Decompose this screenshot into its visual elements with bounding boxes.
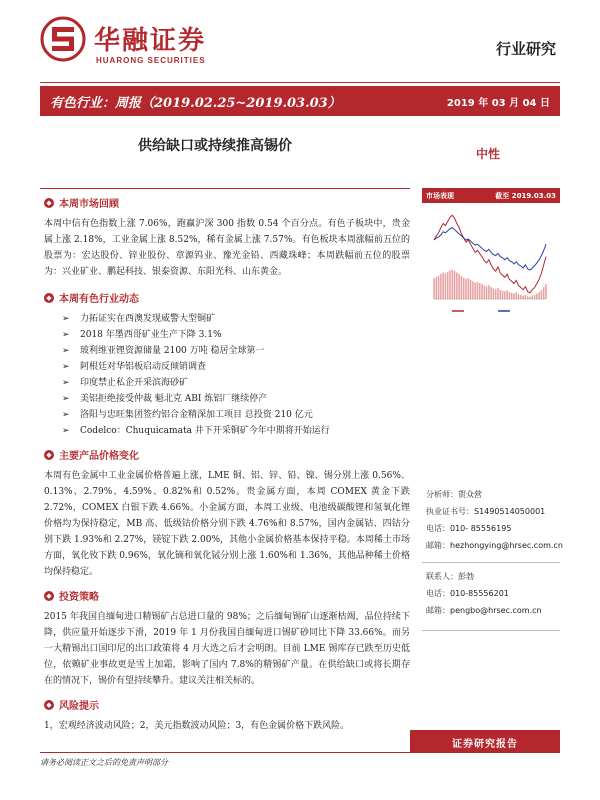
volume-bar <box>438 276 440 299</box>
sidebar <box>422 188 560 318</box>
volume-bar <box>509 292 511 299</box>
contact-row: 联系人：彭勃 <box>426 572 474 581</box>
section-title: 本周有色行业动态 <box>59 294 139 305</box>
volume-bar <box>433 278 435 299</box>
volume-bar <box>499 290 501 299</box>
volume-bar <box>483 286 485 299</box>
volume-bar <box>504 291 506 299</box>
footer-divider <box>40 752 560 753</box>
volume-bar <box>465 279 467 299</box>
section-header-industry-news <box>40 290 410 305</box>
section-bullet-icon: ◆ <box>44 293 54 303</box>
volume-bar <box>527 296 529 299</box>
chart-plot <box>422 203 560 317</box>
section-header-price-change <box>40 447 410 462</box>
list-item: ➢ 2018 年墨西哥矿业生产下降 3.1% <box>62 327 410 343</box>
volume-bar <box>493 289 495 300</box>
arrow-icon: ➢ <box>62 346 70 356</box>
report-type: 行业研究 <box>495 40 556 58</box>
volume-bar <box>495 289 497 299</box>
volume-bar <box>445 273 447 299</box>
price-change-text: 本周有色金属中工业金属价格普遍上涨，LME 铜、铝、锌、铅、镍、锡分别上涨 0.56%、0.13%、2.79%、4.59%、0.82%和 0.52%。贵金属方面，本周 COMEX 黄金下跌 2.72%，COMEX 白银下跌 4.66%。小金属方面，本周工业级、电池级碳酸锂和氢氧化锂价格均为保持稳定，MB 高、低级钴价格分别下跌 4.76%和 8.57%，国内金属钴、四钴分别下跌 1.93%和 2.27%，镁锭下跌 2.00%，其他小金属价格基本保持平稳。本周稀土市场方面，氧化钕下跌 0.96%，氧化镝和氧化铽分别上涨 1.60%和 1.36%，其他品种稀土价格均保持稳定。 <box>44 471 410 577</box>
contact-divider <box>422 630 560 631</box>
main-content <box>40 188 410 748</box>
volume-bar <box>525 295 527 299</box>
list-item: ➢ 印度禁止私企开采滨海砂矿 <box>62 375 410 391</box>
volume-bar <box>529 297 531 299</box>
arrow-icon: ➢ <box>62 378 70 388</box>
volume-bar <box>490 287 492 299</box>
volume-bar <box>477 282 479 299</box>
section-bullet-icon: ◆ <box>44 700 54 710</box>
arrow-icon: ➢ <box>62 410 70 420</box>
list-item: ➢ 力拓证实在西澳发现威警大型铜矿 <box>62 311 410 327</box>
volume-bar <box>520 295 522 299</box>
section-title: 主要产品价格变化 <box>59 451 139 462</box>
section-header-market-review <box>40 195 410 210</box>
volume-bar <box>449 270 451 299</box>
arrow-icon: ➢ <box>62 394 70 404</box>
volume-bar <box>522 296 524 299</box>
arrow-icon: ➢ <box>62 314 70 324</box>
volume-bar <box>451 270 453 299</box>
page-header <box>0 0 600 86</box>
market-performance-chart <box>422 188 560 318</box>
list-item: ➢ 美铝拒绝接受仲裁 魁北克 ABI 炼铝厂继续停产 <box>62 391 410 407</box>
brand-name-cn: 华融证券 <box>94 26 207 56</box>
section-header-risk <box>40 697 410 712</box>
volume-bar <box>518 294 520 299</box>
footer-badge <box>410 730 560 752</box>
header-divider <box>40 82 560 83</box>
volume-bar <box>481 284 483 299</box>
volume-bar <box>515 292 517 299</box>
volume-bar <box>458 274 460 299</box>
volume-bar <box>545 284 547 299</box>
analyst-row: 分析师：贺众营 <box>426 490 482 499</box>
section-header-strategy <box>40 588 410 603</box>
footer-badge-text: 证券研究报告 <box>452 739 518 750</box>
volume-bar <box>463 278 465 299</box>
volume-bar <box>497 288 499 299</box>
arrow-icon: ➢ <box>62 362 70 372</box>
brand-name-en: HUARONG SECURITIES <box>96 56 206 65</box>
contact-info <box>426 570 542 617</box>
volume-bar <box>531 296 533 299</box>
report-series-title: 有色行业：周报（2019.02.25~2019.03.03） <box>50 96 341 111</box>
volume-bar <box>456 273 458 299</box>
arrow-icon: ➢ <box>62 330 70 340</box>
volume-bar <box>513 294 515 299</box>
section-bullet-icon: ◆ <box>44 591 54 601</box>
volume-bar <box>447 272 449 299</box>
industry-news-list <box>40 311 410 439</box>
volume-bar <box>467 278 469 299</box>
volume-bar <box>538 292 540 299</box>
contact-phone-row: 电话：010-85556201 <box>426 589 509 598</box>
chart-header-label: 市场表现 <box>426 192 454 200</box>
list-item: ➢ 洛阳与忠旺集团签约铝合金精深加工项目 总投资 210 亿元 <box>62 407 410 423</box>
volume-bar <box>486 286 488 299</box>
page-title: 供给缺口或持续推高锡价 <box>138 138 292 154</box>
volume-bar <box>435 277 437 299</box>
title-bar <box>40 86 560 116</box>
risk-text: 1，宏观经济波动风险；2，美元指数波动风险；3，有色金属价格下跌风险。 <box>44 721 350 731</box>
volume-bar <box>534 295 536 299</box>
section-bullet-icon: ◆ <box>44 198 54 208</box>
analyst-info <box>426 488 563 552</box>
volume-bar <box>506 290 508 299</box>
volume-bar <box>472 281 474 299</box>
section-title: 投资策略 <box>59 592 99 603</box>
volume-bar <box>511 293 513 299</box>
section-title: 本周市场回顾 <box>59 199 119 210</box>
chart-header <box>422 189 560 203</box>
chart-header-date: 截至 2019.03.03 <box>495 192 556 200</box>
cert-row: 执业证书号：S1490514050001 <box>426 507 546 516</box>
section-bullet-icon: ◆ <box>44 450 54 460</box>
volume-bar <box>454 271 456 299</box>
volume-bar <box>543 287 545 299</box>
email-row: 邮箱：hezhongying@hrsec.com.cn <box>426 541 563 550</box>
disclaimer: 请务必阅读正文之后的免责声明部分 <box>40 758 168 767</box>
volume-bar <box>474 283 476 299</box>
volume-bar <box>536 294 538 299</box>
volume-bar <box>440 274 442 299</box>
volume-bar <box>461 276 463 299</box>
market-review-text: 本周中信有色指数上涨 7.06%，跑赢沪深 300 指数 0.54 个百分点。有色子板块中，贵金属上涨 2.18%，工业金属上涨 8.52%，稀有金属上涨 7.57%。有色板块本周涨幅前五位的股票为：宏达股份、锌业股份、章源钨业、豫光金铅、西藏珠峰；本周跌幅前五位的股票为：兴业矿业、鹏起科技、银泰资源、东阳光科、山东黄金。 <box>44 219 410 277</box>
volume-bar <box>470 280 472 299</box>
volume-bar <box>442 273 444 299</box>
contact-email-row: 邮箱：pengbo@hrsec.com.cn <box>426 606 542 615</box>
huarong-logo-icon <box>40 16 86 62</box>
list-item: ➢ Codelco：Chuquicamata 井下开采铜矿今年中期将开始运行 <box>62 423 410 439</box>
report-date: 2019 年 03 月 04 日 <box>446 98 550 109</box>
volume-bar <box>488 285 490 299</box>
phone-row: 电话：010- 85556195 <box>426 524 512 533</box>
contact-divider <box>422 562 560 563</box>
volume-bar <box>479 283 481 299</box>
section-title: 风险提示 <box>59 701 99 712</box>
arrow-icon: ➢ <box>62 426 70 436</box>
list-item: ➢ 玻利维亚锂资源储量 2100 万吨 稳居全球第一 <box>62 343 410 359</box>
rating-badge: 中性 <box>476 147 501 161</box>
volume-bar <box>502 291 504 299</box>
series-line-1 <box>434 228 546 270</box>
list-item: ➢ 阿根廷对华铝板启动反倾销调查 <box>62 359 410 375</box>
volume-bar <box>541 290 543 299</box>
strategy-text: 2015 年我国自缅甸进口精锡矿占总进口量的 98%；之后缅甸锡矿山逐渐枯竭，品位持续下降，供应量开始逐步下滑，2019 年 1 月份我国自缅甸进口锡矿砂同比下降 33.66%。而另一大精锡出口国印尼的出口政策将 4 月大选之后才会明朗。目前 LME 锡库存已跌至历史低位，依赖矿业事故更是雪上加霜，影响了国内 7.8%的精锡矿产量。在供给缺口或将长期存在的情况下，锡价有望持续攀升。建议关注相关标的。 <box>44 612 410 686</box>
